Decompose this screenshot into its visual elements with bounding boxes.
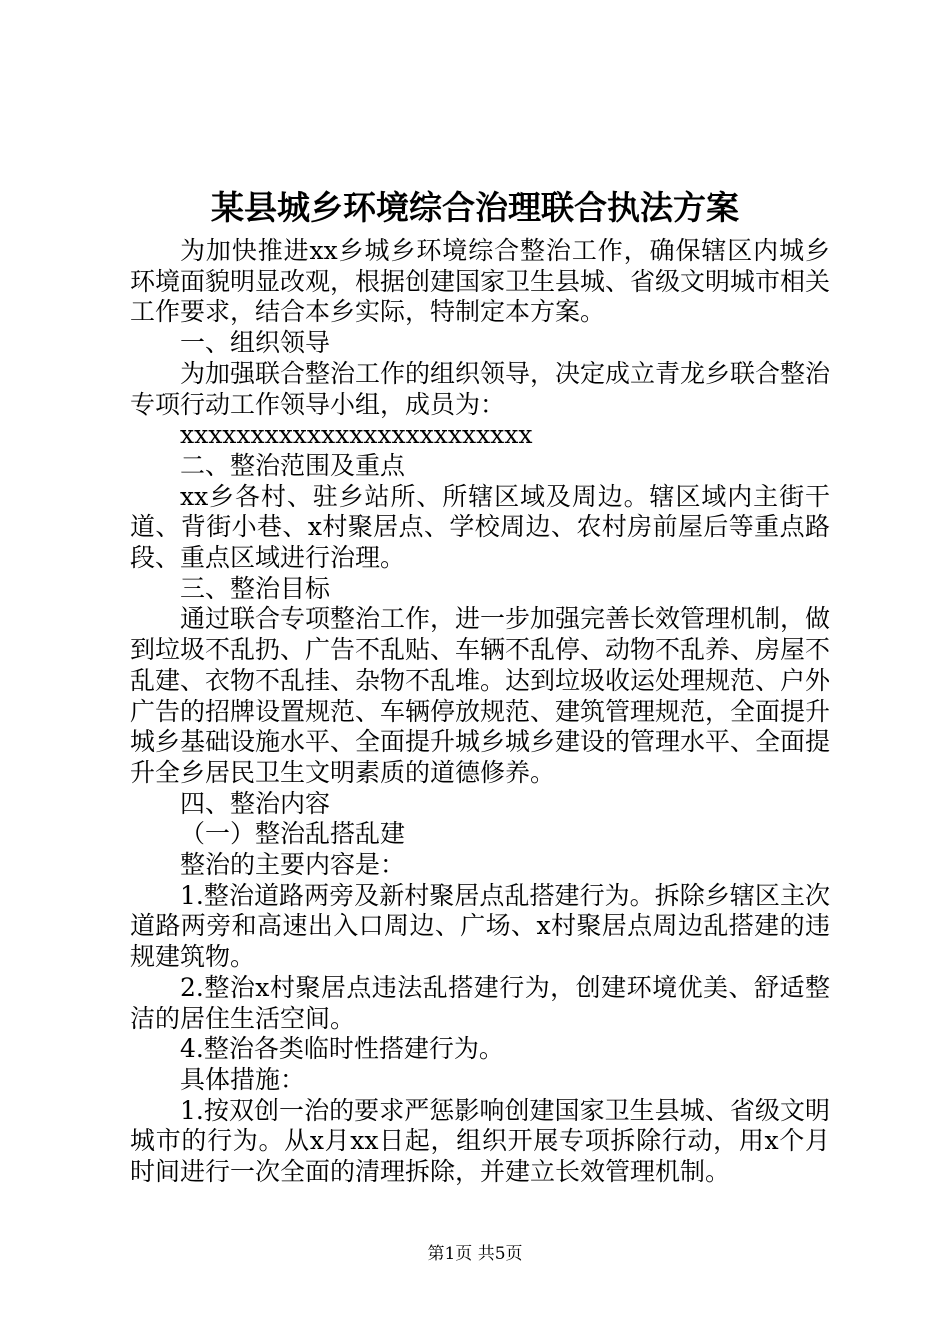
members-list: xxxxxxxxxxxxxxxxxxxxxxxxx — [180, 420, 533, 450]
subsection-heading-illegal-construction: （一）整治乱搭乱建 — [180, 819, 406, 849]
intro-paragraph: 为加快推进xx乡城乡环境综合整治工作，确保辖区内城乡环境面貌明显改观，根据创建国家卫生县城、省级文明城市相关工作要求，结合本乡实际，特制定本方案。 — [130, 236, 831, 327]
section-heading-content: 四、整治内容 — [180, 788, 331, 818]
list-item-2: 2.整治x村聚居点违法乱搭建行为，创建环境优美、舒适整洁的居住生活空间。 — [130, 972, 830, 1033]
main-content-label: 整治的主要内容是： — [180, 850, 406, 880]
document-body — [130, 236, 830, 1188]
goals-paragraph: 通过联合专项整治工作，进一步加强完善长效管理机制，做到垃圾不乱扔、广告不乱贴、车辆不乱停、动物不乱养、房屋不乱建、衣物不乱挂、杂物不乱堆。达到垃圾收运处理规范、户外广告的招牌设置规范、车辆停放规范、建筑管理规范，全面提升城乡基础设施水平、全面提升城乡城乡建设的管理水平、全面提升全乡居民卫生文明素质的道德修养。 — [130, 604, 831, 787]
measure-item-1: 1.按双创一治的要求严惩影响创建国家卫生县城、省级文明城市的行为。从x月xx日起，组织开展专项拆除行动，用x个月时间进行一次全面的清理拆除，并建立长效管理机制。 — [130, 1095, 830, 1187]
section-heading-scope: 二、整治范围及重点 — [180, 450, 406, 480]
organization-paragraph: 为加强联合整治工作的组织领导，决定成立青龙乡联合整治专项行动工作领导小组，成员为： — [130, 358, 831, 419]
document-title: 某县城乡环境综合治理联合执法方案 — [211, 188, 739, 227]
page-footer: 第1页 共5页 — [427, 1244, 523, 1264]
section-heading-organization: 一、组织领导 — [180, 328, 331, 358]
section-heading-goals: 三、整治目标 — [180, 573, 331, 603]
scope-paragraph: xx乡各村、驻乡站所、所辖区域及周边。辖区域内主街干道、背街小巷、x村聚居点、学校周边、农村房前屋后等重点路段、重点区域进行治理。 — [130, 481, 830, 573]
list-item-1: 1.整治道路两旁及新村聚居点乱搭建行为。拆除乡辖区主次道路两旁和高速出入口周边、广场、x村聚居点周边乱搭建的违规建筑物。 — [130, 880, 830, 972]
measures-label: 具体措施： — [180, 1064, 306, 1094]
list-item-4: 4.整治各类临时性搭建行为。 — [180, 1034, 504, 1064]
